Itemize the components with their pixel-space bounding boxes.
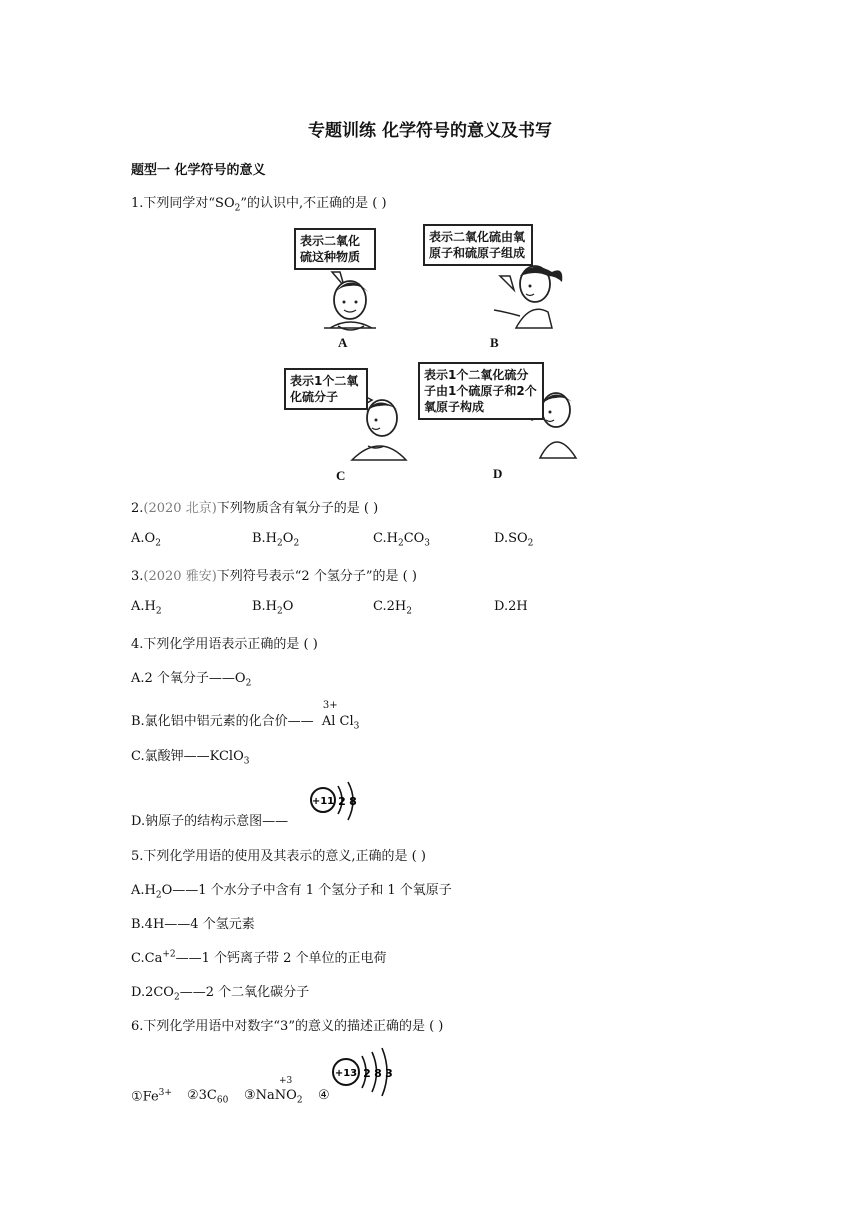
question-5: 5.下列化学用语的使用及其表示的意义,正确的是 ( ) <box>131 849 426 864</box>
student-a-figure <box>324 272 376 330</box>
speech-bubble-a: 表示二氧化硫这种物质 <box>294 228 376 270</box>
figure-label-a: A <box>338 335 348 350</box>
aluminum-atom-diagram <box>328 1044 396 1102</box>
option-3a: $A.H_2$ <box>131 599 162 617</box>
item-6-4: ④ <box>318 1088 330 1103</box>
page-title: 专题训练 化学符号的意义及书写 <box>308 121 552 141</box>
option-4a: A.2 个氧分子$——O_2$ <box>131 671 252 689</box>
question-2: 2.(2020 北京)下列物质含有氧分子的是 ( ) <box>131 501 379 516</box>
option-5d: $D.2CO_2——2$ 个二氧化碳分子 <box>131 985 310 1003</box>
valence-mark: +3 <box>279 1076 293 1086</box>
option-4d: D.钠原子的结构示意图—— <box>131 814 289 829</box>
shell-count: 3 <box>385 1067 393 1080</box>
question-6: 6.下列化学用语中对数字“3”的意义的描述正确的是 ( ) <box>131 1019 444 1034</box>
question-3: 3.(2020 雅安)下列符号表示“2 个氢分子”的是 ( ) <box>131 569 417 584</box>
option-2b: $B.H_2O_2$ <box>252 531 300 549</box>
option-3c: $C.2H_2$ <box>373 599 412 617</box>
item-6-1: $①Fe^{3+}$ <box>131 1088 172 1105</box>
option-5a: $A.H_2O——1$ 个水分子中含有 1 个氢分子和 1 个氧原子 <box>131 883 452 901</box>
speech-bubble-c: 表示1个二氧化硫分子 <box>284 368 368 410</box>
option-3d: D.2H <box>494 599 528 614</box>
option-5c: $C.Ca^{+2}——1$ 个钙离子带 2 个单位的正电荷 <box>131 949 387 966</box>
shell-count: 2 <box>363 1067 371 1080</box>
figure-label-b: B <box>490 335 499 350</box>
figure-label-c: C <box>336 468 346 483</box>
question-source: (2020 雅安) <box>143 569 217 584</box>
sodium-atom-diagram <box>308 778 364 824</box>
valence-mark: 3+ <box>322 700 338 711</box>
question-1-illustration <box>280 220 590 490</box>
shell-count: 2 <box>338 795 346 808</box>
question-source: (2020 北京) <box>143 501 217 516</box>
question-1: 1.下列同学对“$SO_2$”的认识中,不正确的是 ( ) <box>131 196 387 214</box>
student-b-figure <box>494 266 562 328</box>
option-5b: B.4H——4 个氢元素 <box>131 917 255 932</box>
section-heading: 题型一 化学符号的意义 <box>131 163 266 178</box>
option-2c: $C.H_2CO_3$ <box>373 531 431 549</box>
speech-bubble-d: 表示1个二氧化硫分子由1个硫原子和2个氧原子构成 <box>418 362 544 420</box>
shell-count: 8 <box>374 1067 382 1080</box>
item-6-3: +3 ③NaNO$_2$ <box>244 1076 303 1106</box>
nucleus-label: +13 <box>334 1068 358 1079</box>
item-6-2: $②3C_{60}$ <box>187 1088 229 1106</box>
speech-bubble-b: 表示二氧化硫由氧原子和硫原子组成 <box>423 224 533 266</box>
nucleus-label: +11 <box>311 796 335 807</box>
option-3b: $B.H_2O$ <box>252 599 294 617</box>
option-4c: C.氯酸钾——KClO$_3$ <box>131 749 250 767</box>
shell-count: 8 <box>349 795 357 808</box>
option-2d: $D.SO_2$ <box>494 531 534 549</box>
question-4: 4.下列化学用语表示正确的是 ( ) <box>131 637 318 652</box>
figure-label-d: D <box>493 466 503 481</box>
option-2a: $A.O_2$ <box>131 531 161 549</box>
option-4b: B.氯化铝中铝元素的化合价—— 3+ Al $Cl_3$ <box>131 700 360 732</box>
